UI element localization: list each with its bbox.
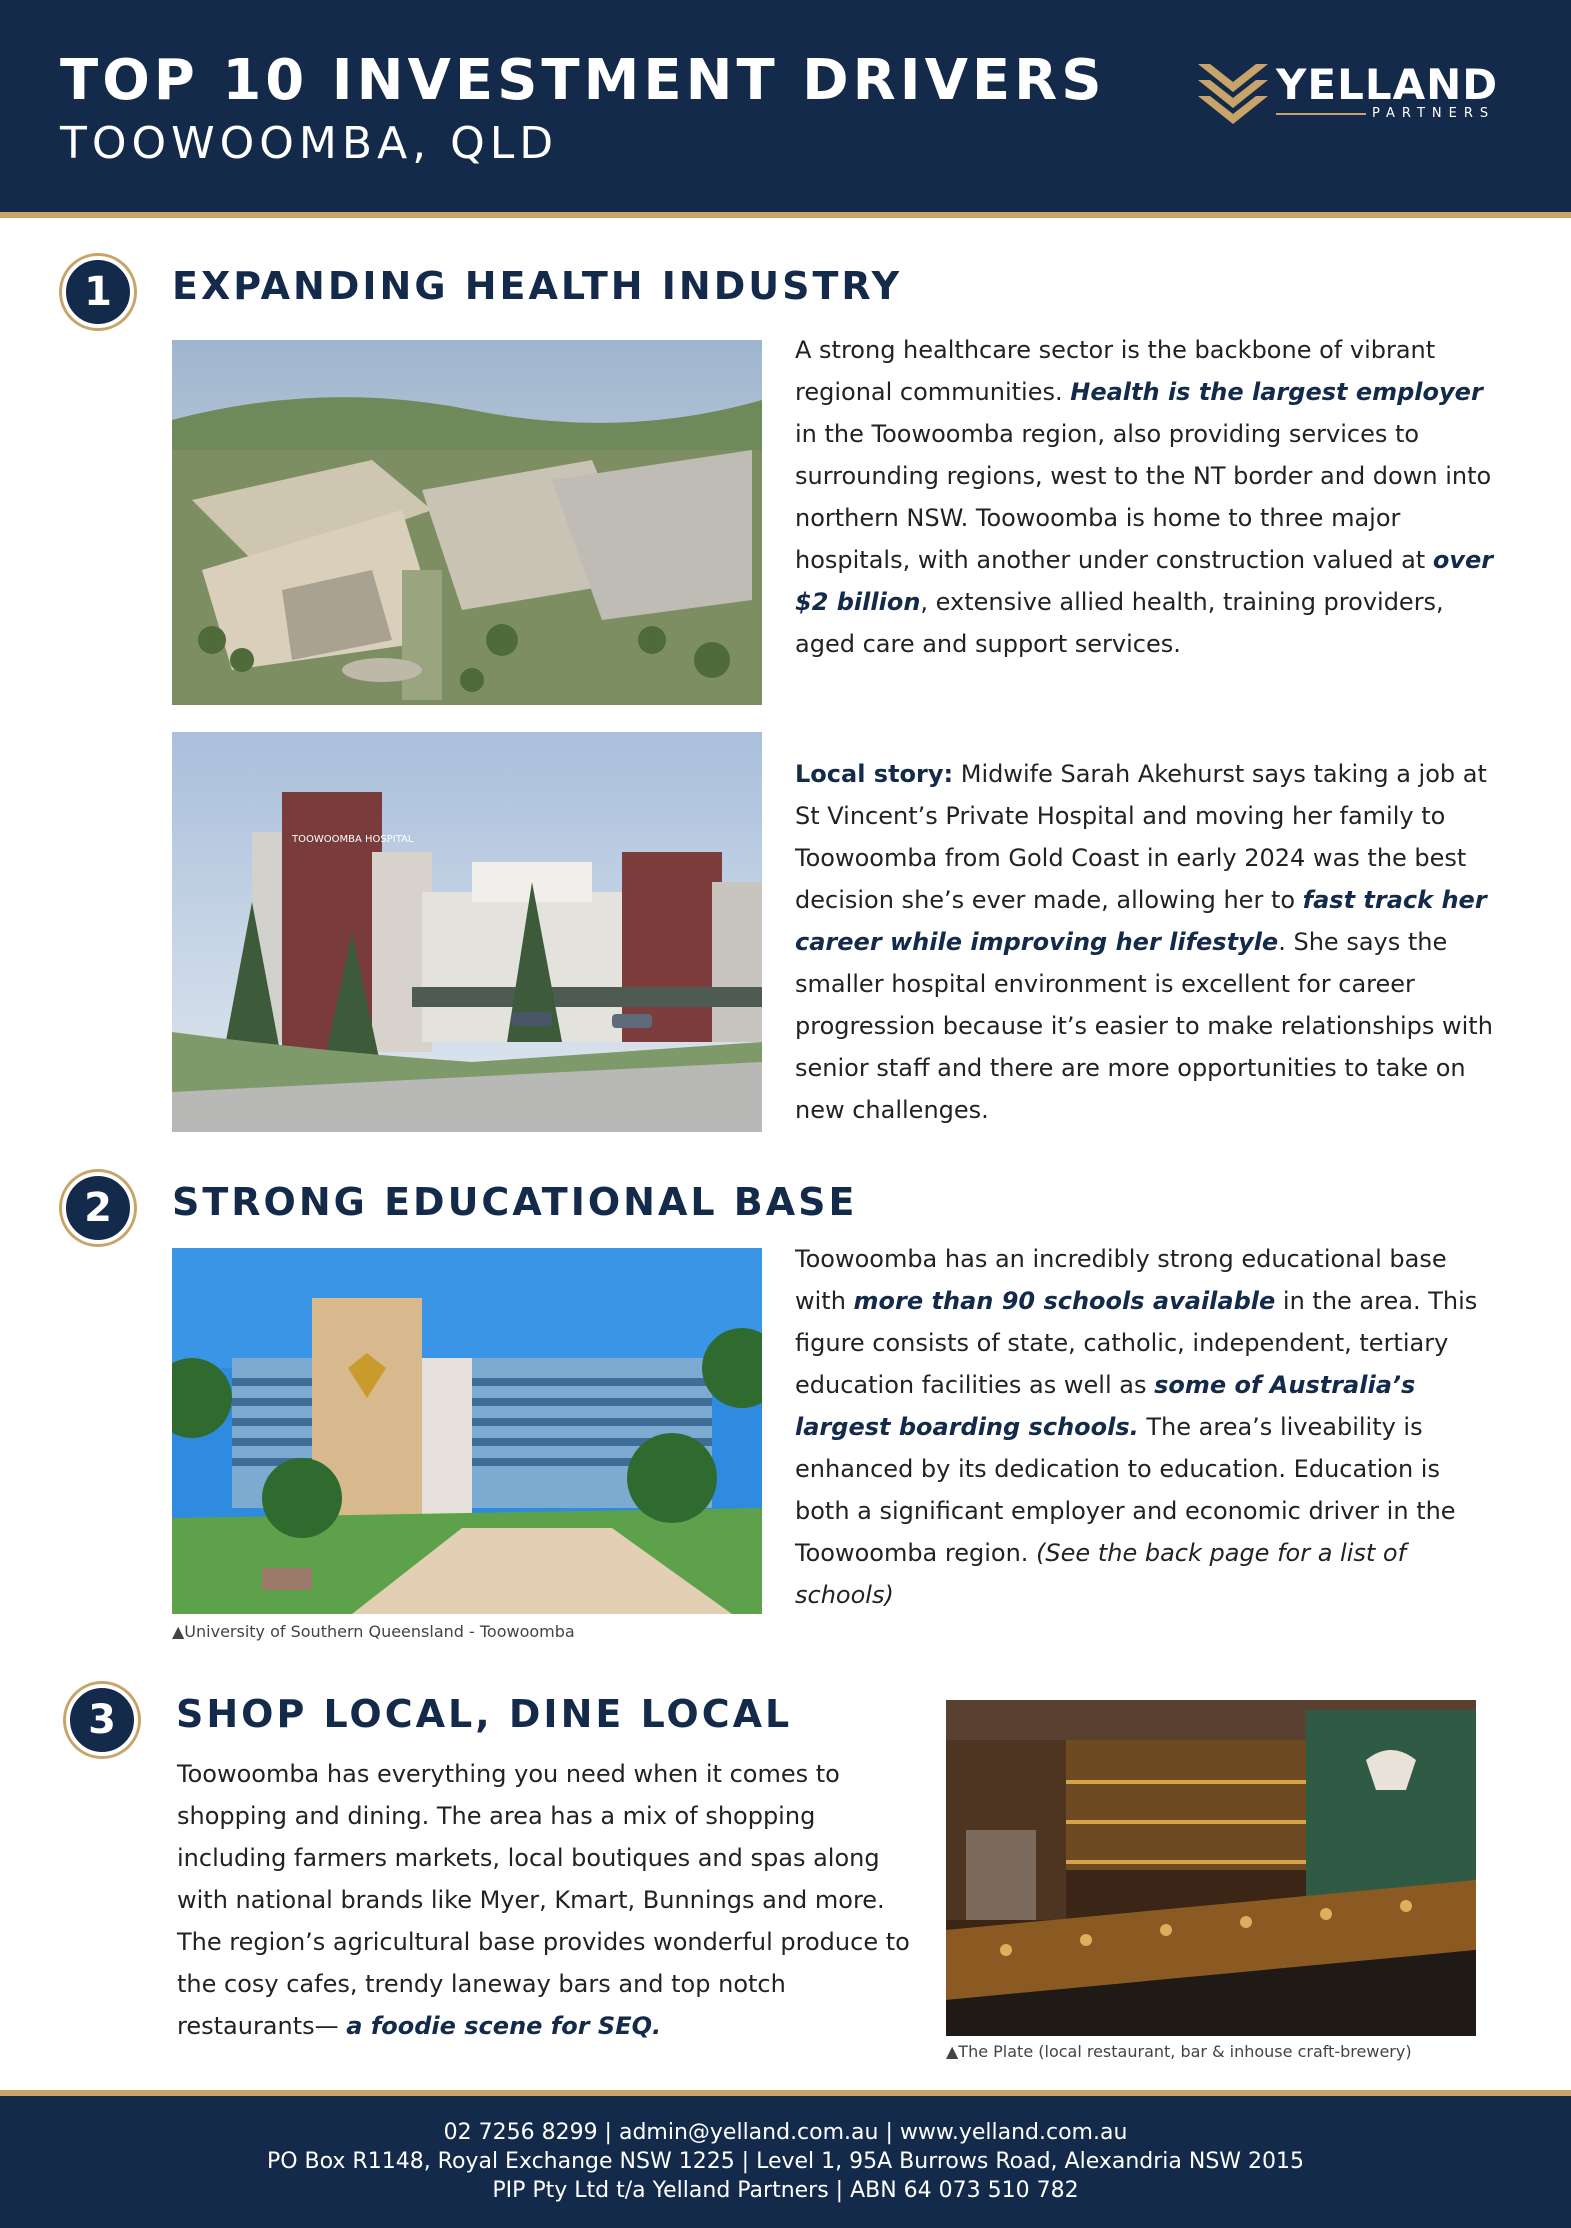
emphasis-text: some of Australia’s largest boarding schools. bbox=[795, 1371, 1416, 1441]
text-run: , extensive allied health, training providers, aged care and support services. bbox=[795, 588, 1444, 658]
university-image bbox=[172, 1248, 762, 1614]
footer-address-line: PO Box R1148, Royal Exchange NSW 1225 | Level 1, 95A Burrows Road, Alexandria NSW 2015 bbox=[266, 2149, 1305, 2174]
logo-name: YELLAND bbox=[1276, 60, 1499, 109]
text-run: in the Toowoomba region, also providing services to surrounding regions, west to the NT border and down into northern NSW. Toowoomba is home to three major hospitals, with another under construction valued at bbox=[795, 420, 1492, 574]
section-3-title: SHOP LOCAL, DINE LOCAL bbox=[176, 1692, 793, 1736]
section-1-paragraph-2 bbox=[795, 753, 1495, 1131]
text-run: The area’s liveability is enhanced by its dedication to education. Education is both a significant employer and economic driver in the Toowoomba region. bbox=[795, 1413, 1456, 1567]
section-1-number: 1 bbox=[62, 256, 134, 328]
text-run: Midwife Sarah Akehurst says taking a job at St Vincent’s Private Hospital and moving her family to Toowoomba from Gold Coast in early 2024 was the best decision she’s ever made, allowing her to bbox=[795, 760, 1487, 914]
the-plate-caption: ▲The Plate (local restaurant, bar & inhouse craft-brewery) bbox=[946, 2042, 1412, 2061]
text-run: Toowoomba has everything you need when it comes to shopping and dining. The area has a mix of shopping including farmers markets, local boutiques and spas along with national brands like Myer, Kmart, Bunnings and more. The region’s agricultural base provides wonderful produce to the cosy cafes, trendy laneway bars and top notch restaurants— bbox=[177, 1760, 910, 2040]
italic-note: (See the back page for a list of schools) bbox=[795, 1539, 1407, 1609]
hospital-aerial-image bbox=[172, 340, 762, 705]
logo-subtext: PARTNERS bbox=[1372, 106, 1496, 121]
section-1-paragraph-1 bbox=[795, 329, 1495, 665]
text-run: Toowoomba has an incredibly strong educational base with bbox=[795, 1245, 1447, 1315]
hospital-sign-text: TOOWOOMBA HOSPITAL bbox=[292, 834, 414, 845]
local-story-label: Local story: bbox=[795, 760, 954, 788]
logo-divider bbox=[1276, 113, 1366, 115]
text-run: in the area. This figure consists of state, catholic, independent, tertiary education facilities as well as bbox=[795, 1287, 1478, 1399]
section-3-paragraph bbox=[177, 1753, 917, 2047]
section-1-title: EXPANDING HEALTH INDUSTRY bbox=[172, 264, 903, 308]
page-header bbox=[0, 0, 1571, 218]
text-run: . She says the smaller hospital environment is excellent for career progression because it’s easier to make relationships with senior staff and there are more opportunities to take on new challenges. bbox=[795, 928, 1493, 1124]
university-caption: ▲University of Southern Queensland - Toowoomba bbox=[172, 1622, 575, 1641]
emphasis-text: a foodie scene for SEQ. bbox=[346, 2012, 662, 2040]
section-2-number: 2 bbox=[62, 1172, 134, 1244]
section-3-number: 3 bbox=[66, 1684, 138, 1756]
yelland-logo bbox=[1196, 60, 1526, 130]
page-footer bbox=[0, 2090, 1571, 2228]
emphasis-text: over $2 billion bbox=[795, 546, 1494, 616]
emphasis-text: Health is the largest employer bbox=[1070, 378, 1483, 406]
section-2-paragraph bbox=[795, 1238, 1495, 1616]
page-subtitle: TOOWOOMBA, QLD bbox=[60, 118, 559, 169]
the-plate-image bbox=[946, 1700, 1476, 2036]
chevron-logo-icon bbox=[1196, 60, 1270, 126]
footer-contact-line: 02 7256 8299 | admin@yelland.com.au | www.yelland.com.au bbox=[443, 2120, 1128, 2145]
emphasis-text: more than 90 schools available bbox=[853, 1287, 1276, 1315]
text-run: A strong healthcare sector is the backbone of vibrant regional communities. bbox=[795, 336, 1436, 406]
section-2-title: STRONG EDUCATIONAL BASE bbox=[172, 1180, 858, 1224]
footer-company-line: PIP Pty Ltd t/a Yelland Partners | ABN 64 073 510 782 bbox=[492, 2178, 1079, 2203]
page-title: TOP 10 INVESTMENT DRIVERS bbox=[60, 48, 1106, 113]
emphasis-text: fast track her career while improving her lifestyle bbox=[795, 886, 1487, 956]
toowoomba-hospital-image bbox=[172, 732, 762, 1132]
